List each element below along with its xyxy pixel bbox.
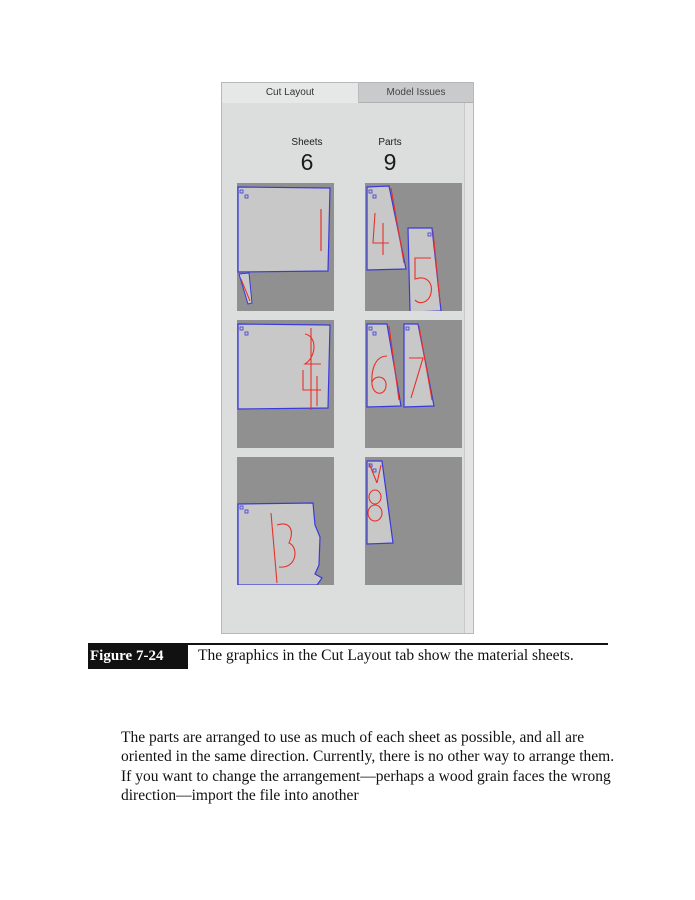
figure-caption: The graphics in the Cut Layout tab show the material sheets.	[198, 647, 574, 664]
material-sheet[interactable]	[237, 320, 334, 448]
panel-scrollbar[interactable]	[464, 103, 473, 633]
cut-part[interactable]	[367, 186, 406, 270]
tab-cut-layout[interactable]: Cut Layout	[222, 83, 359, 103]
cut-part[interactable]	[238, 503, 322, 585]
sheet-graphic	[365, 320, 462, 448]
material-sheet[interactable]	[365, 457, 462, 585]
sheet-graphic	[237, 320, 334, 448]
parts-label: Parts	[378, 137, 402, 148]
body-paragraph: The parts are arranged to use as much of each sheet as possible, and all are oriented in the same direction. Currently, there is no other way to arrange them. If you want to change the arrangement—perhaps a wood grain faces the wrong direction—import the file into another	[121, 729, 615, 805]
sheet-graphic	[237, 183, 334, 311]
parts-stat	[370, 137, 410, 176]
tab-model-issues[interactable]: Model Issues	[359, 83, 473, 103]
cut-part[interactable]	[408, 228, 441, 311]
cut-part[interactable]	[238, 187, 330, 272]
material-sheet[interactable]	[237, 457, 334, 585]
parts-count: 9	[383, 149, 397, 175]
cut-part[interactable]	[367, 324, 401, 407]
sheets-stat	[282, 137, 332, 176]
sheet-graphic	[365, 457, 462, 585]
cut-part[interactable]	[404, 324, 434, 407]
material-sheet[interactable]	[237, 183, 334, 311]
cut-part[interactable]	[239, 273, 252, 304]
sheet-graphic	[365, 183, 462, 311]
material-sheet[interactable]	[365, 320, 462, 448]
figure-label: Figure 7-24	[88, 645, 188, 669]
sheets-count: 6	[300, 149, 314, 175]
sheet-graphic	[237, 457, 334, 585]
cut-part[interactable]	[238, 324, 330, 409]
material-sheet[interactable]	[365, 183, 462, 311]
panel-tabs	[222, 83, 473, 103]
sheets-label: Sheets	[291, 137, 323, 148]
cut-layout-panel	[221, 82, 474, 634]
